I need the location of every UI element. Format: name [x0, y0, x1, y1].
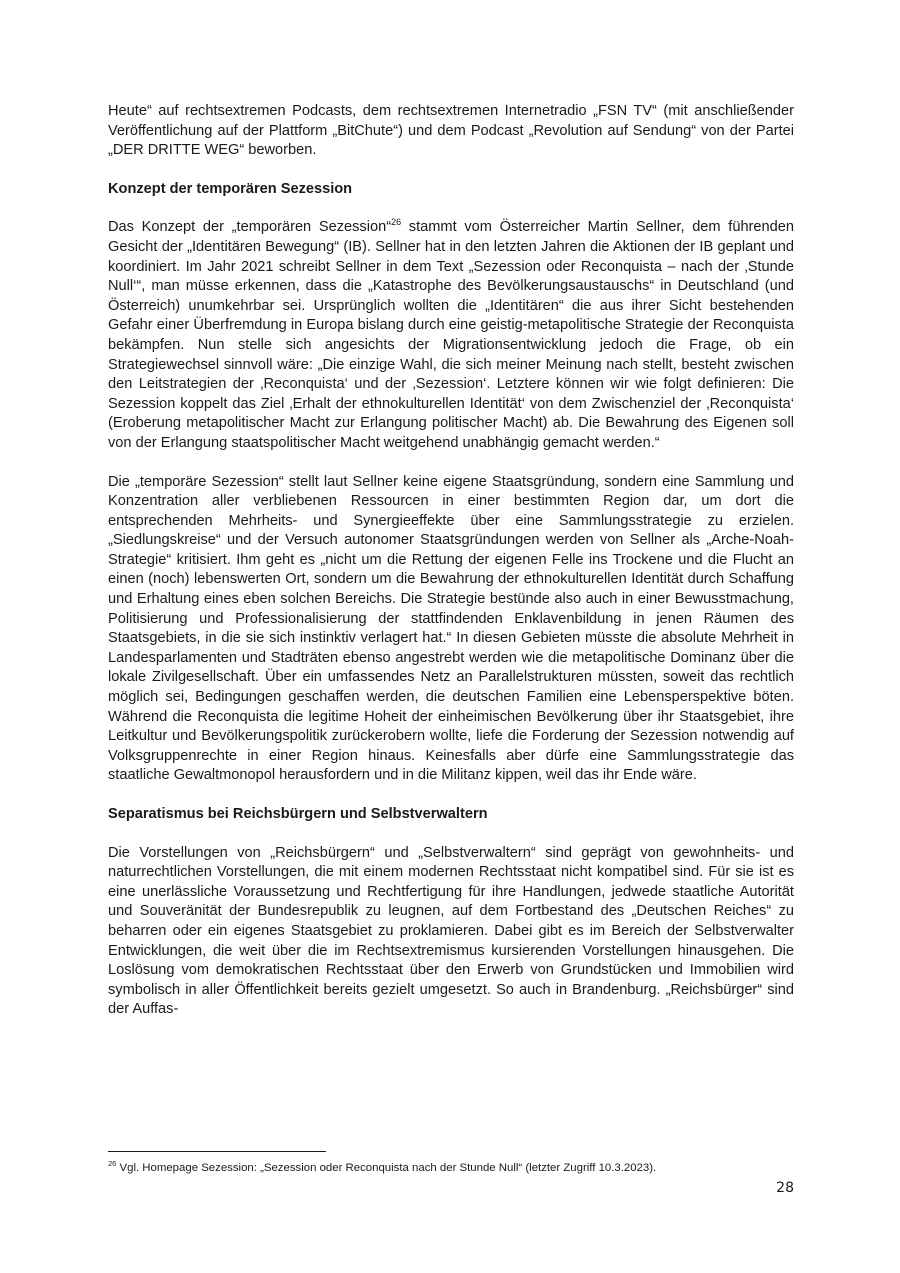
paragraph-gap — [108, 454, 794, 473]
separatism-paragraph-1: Die Vorstellungen von „Reichsbürgern“ und „Selbstverwaltern“ sind geprägt von gewohnheits- und naturrechtlichen Vorstellungen, die mit einem modernen Rechtsstaat nicht kompatibel sind. Für sie ist es eine unerlässliche Voraussetzung und Rechtfertigung für ihre Handlungen, jedwede staatliche Autorität und Souveränität der Bundesrepublik zu leugnen, auf dem Fortbestand des „Deutschen Reiches“ zu beharren oder ein eigenes Staatsgebiet zu proklamieren. Dabei gibt es im Bereich der Selbstverwalter Entwicklungen, die weit über die im Rechtsextremismus kursierenden Vorstellungen hinausgehen. Die Loslösung vom demokratischen Rechtsstaat über den Erwerb von Grundstücken und Immobilien wird symbolisch in aller Öffentlichkeit bereits gezielt umgesetzt. So auch in Brandenburg. „Reichsbürger“ sind der Auffas- — [108, 844, 794, 1018]
footnote — [108, 1161, 794, 1176]
footnote-text: Vgl. Homepage Sezession: „Sezession oder Reconquista nach der Stunde Null“ (letzter Zugriff 10.3.2023). — [116, 1162, 657, 1174]
paragraph-gap — [108, 825, 794, 844]
document-body — [108, 102, 794, 1020]
paragraph-gap — [108, 161, 794, 180]
paragraph-text-rest: stammt vom Österreicher Martin Sellner, dem führenden Gesicht der „Identitären Bewegung“ (IB). Sellner hat in den letzten Jahren die Aktionen der IB geplant und koordiniert. Im Jahr 2021 schreibt Sellner in dem Text „Sezession oder Reconquista – nach der ‚Stunde Null‘“, man müsse erkennen, dass die „Katastrophe des Bevölkerungsaustauschs“ in Deutschland (und Österreich) unumkehrbar sei. Ursprünglich wollten die „Identitären“ die aus ihrer Sicht bestehenden Gefahr einer Überfremdung in Europa bislang durch eine geistig-metapolitische Strategie der Reconquista bekämpfen. Nun stelle sich angesichts der Migrationsentwicklung jedoch die Frage, ob ein Strategiewechsel sinnvoll wäre: „Die einzige Wahl, die sich meiner Meinung nach stellt, besteht zwischen den Leitstrategien der ‚Reconquista‘ und der ‚Sezession‘. Letztere können wir wie folgt definieren: Die Sezession koppelt das Ziel ‚Erhalt der ethnokulturellen Identität‘ von dem Zwischenziel der ‚Reconquista‘ (Eroberung metapolitischer Macht zur Erlangung politischer Macht) ab. Die Bewahrung des Eigenen soll von der Erlangung staatspolitischer Macht weitgehend unabhängig gemacht werden.“ — [108, 219, 795, 451]
secession-paragraph-2: Die „temporäre Sezession“ stellt laut Sellner keine eigene Staatsgründung, sondern eine Sammlung und Konzentration aller verbliebenen Ressourcen in einer bestimmten Region dar, um dort die entsprechenden Mehrheits- und Synergieeffekte über eine Sammlungsstrategie zu erzielen. „Siedlungskreise“ und der Versuch autonomer Staatsgründungen werden von Sellner als „Arche-Noah-Strategie“ kritisiert. Ihm geht es „nicht um die Rettung der eigenen Felle ins Trockene und die Flucht an einen (noch) lebenswerten Ort, sondern um die Bewahrung der ethnokulturellen Identität durch Schaffung und Erhaltung eines eben solchen Bereichs. Die Strategie bestünde also auch in einer Bewusstmachung, Politisierung und Professionalisierung der stattfindenden Enklavenbildung in jenen Räumen des Staatsgebiets, in die sie sich instinktiv verlagert hat.“ In diesen Gebieten müsste die absolute Mehrheit in Landesparlamenten und Stadträten ebenso angestrebt werden wie die metapolitische Dominanz über die lokale Zivilgesellschaft. Über ein umfassendes Netz an Parallelstrukturen müssten, soweit das rechtlich möglich sei, Bedingungen geschaffen werden, die deutschen Familien eine Lebensperspektive böten. Während die Reconquista die legitime Hoheit der einheimischen Bevölkerung über ihr Staatsgebiet, ihre Leitkultur und Bevölkerungspolitik zurückerobern wollte, liefe die Forderung der Sezession notwendig auf Volksgruppenrechte in einer Region hinaus. Keinesfalls aber dürfe eine Sammlungsstrategie das staatliche Gewaltmonopol herausfordern und in die Militanz kippen, weil das ihr Ende wäre. — [108, 473, 794, 784]
footnote-reference: 26 — [391, 217, 402, 228]
page-number: 28 — [776, 1180, 794, 1196]
paragraph-gap — [108, 786, 794, 805]
intro-paragraph: Heute“ auf rechtsextremen Podcasts, dem rechtsextremen Internetradio „FSN TV“ (mit anschließender Veröffentlichung auf der Plattform „BitChute“) und dem Podcast „Revolution auf Sendung“ von der Partei „DER DRITTE WEG“ beworben. — [108, 103, 794, 159]
footnote-divider — [108, 1151, 326, 1152]
secession-paragraph-1 — [108, 218, 794, 453]
paragraph-text-start: Das Konzept der „temporären Sezession“ — [108, 219, 392, 236]
footnote-number: 26 — [108, 1159, 117, 1169]
section-heading-separatism: Separatismus bei Reichsbürgern und Selbstverwaltern — [108, 806, 488, 822]
paragraph-gap — [108, 199, 794, 218]
section-heading-temporary-secession: Konzept der temporären Sezession — [108, 180, 353, 197]
